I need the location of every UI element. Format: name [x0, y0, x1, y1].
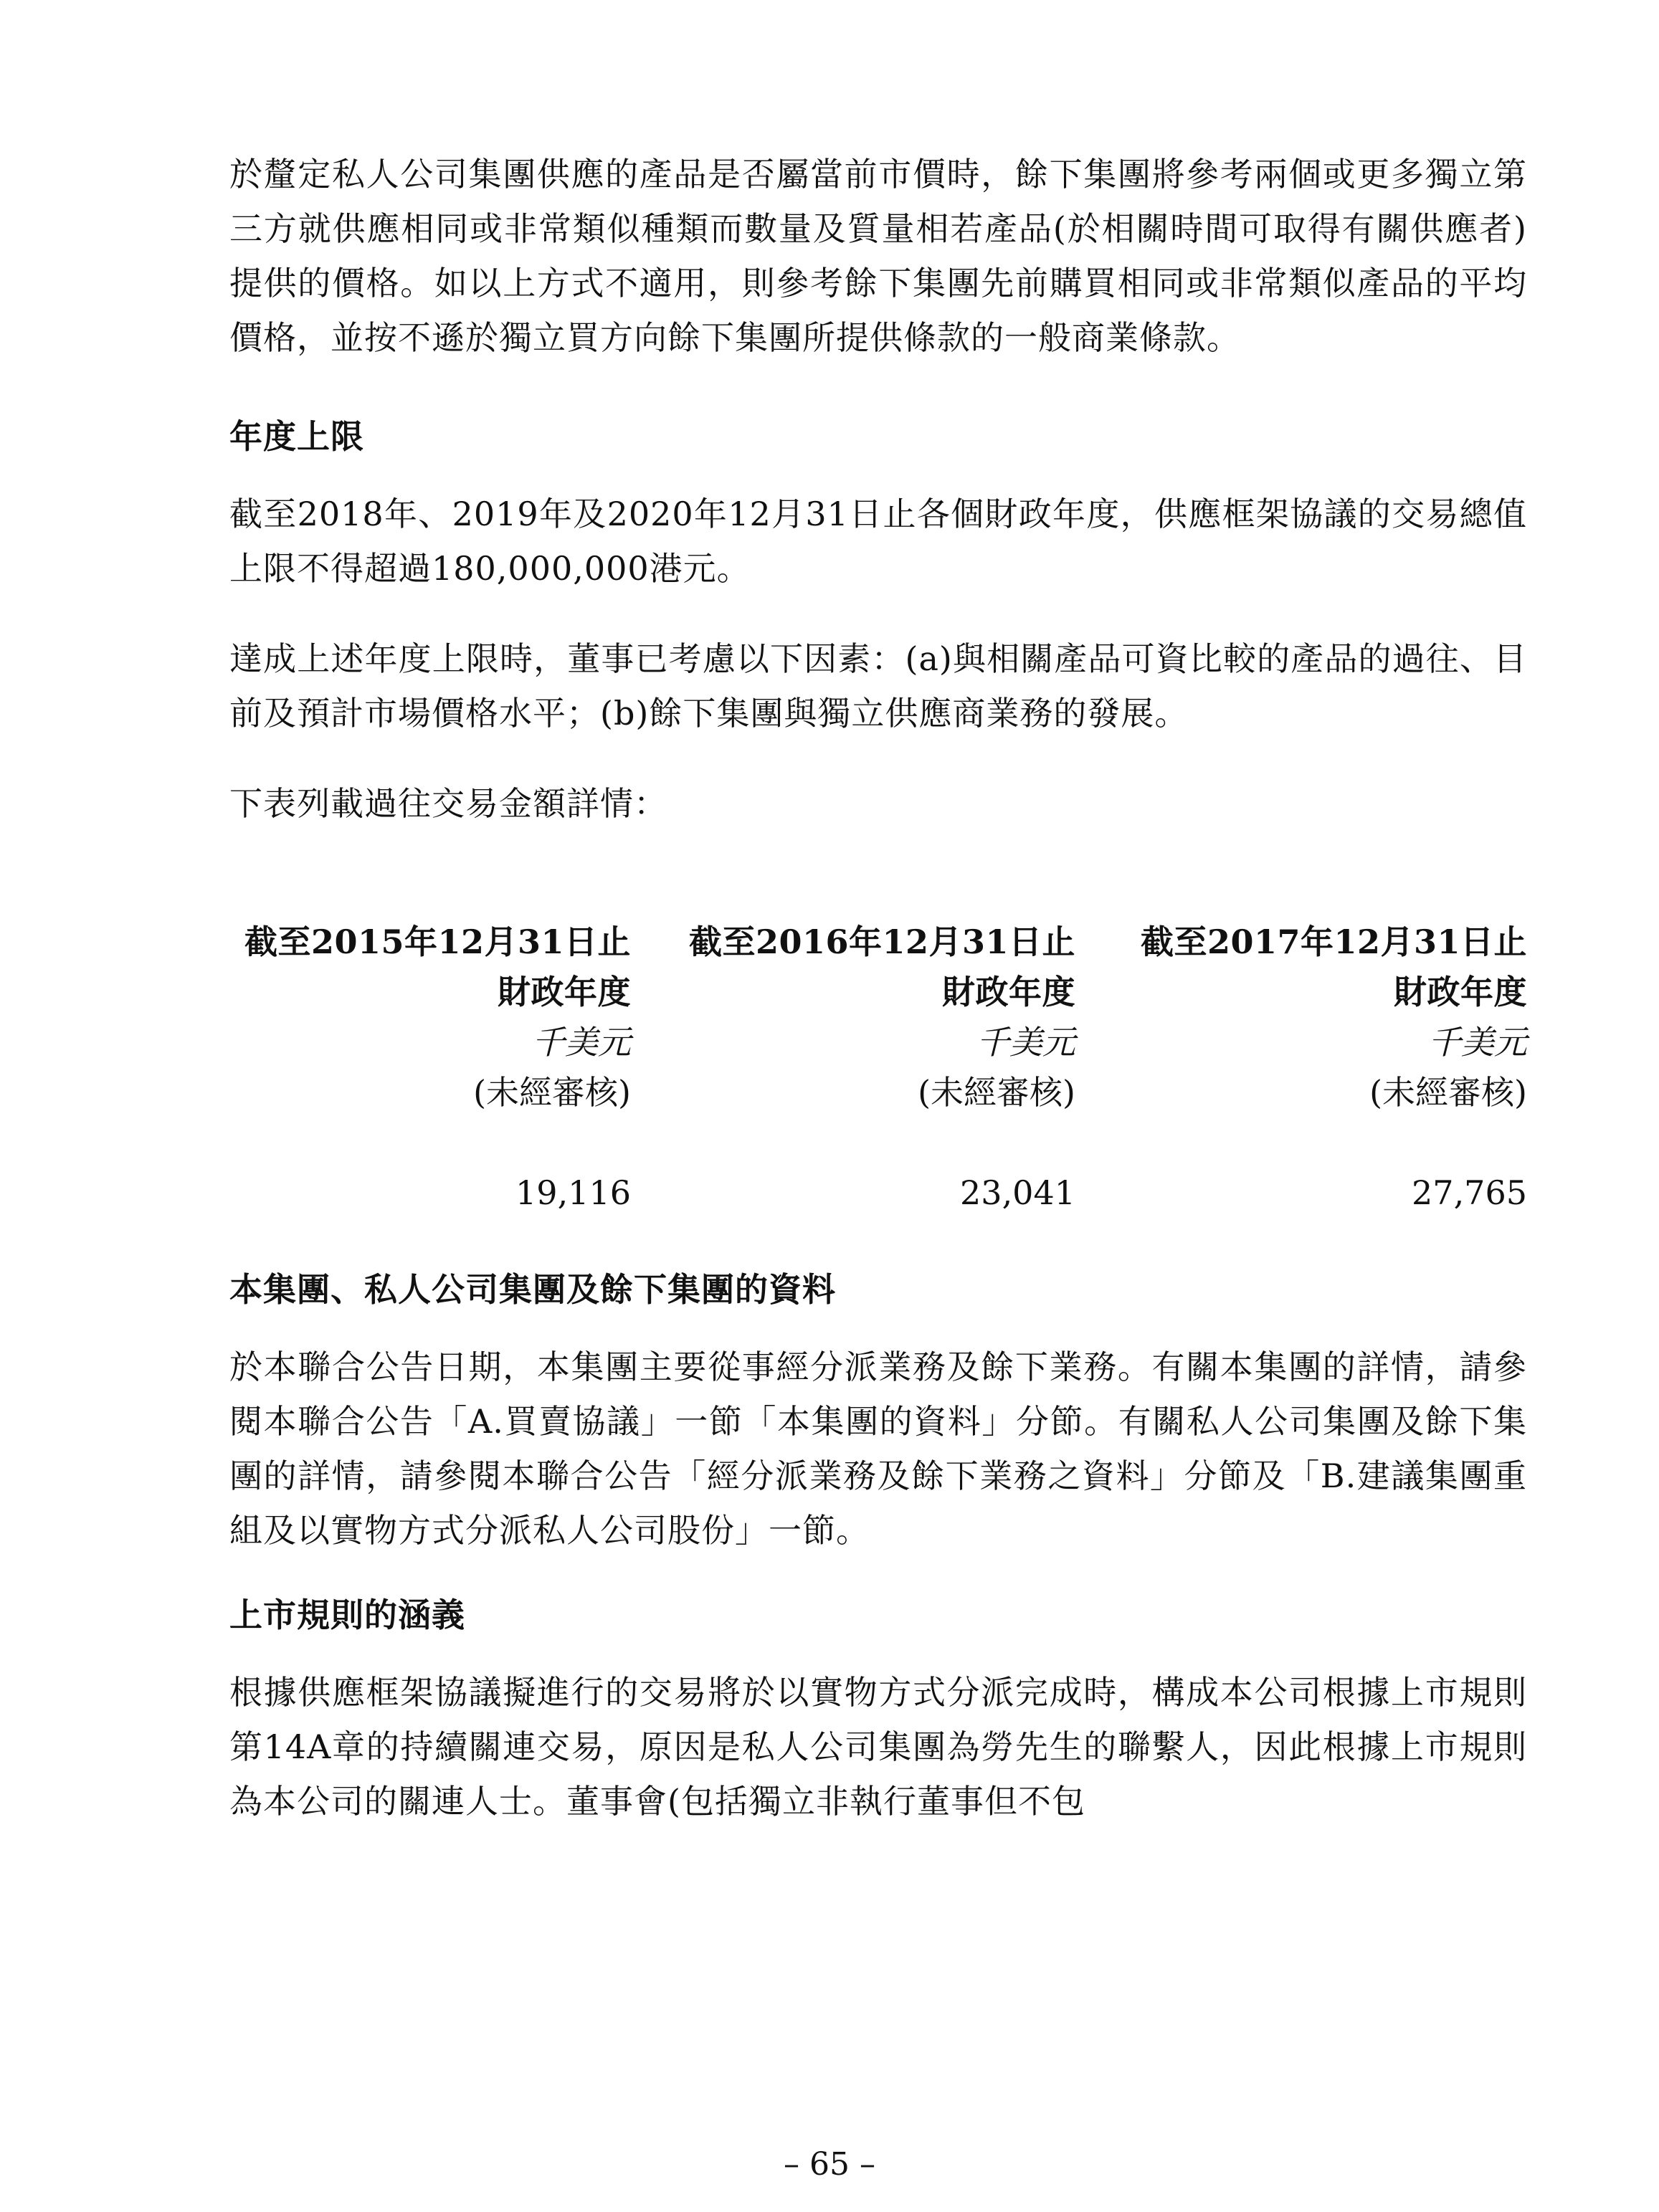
paragraph-listing-rules-implications: 根據供應框架協議擬進行的交易將於以實物方式分派完成時，構成本公司根據上市規則第14A章的持續關連交易，原因是私人公司集團為勞先生的聯繫人，因此根據上市規則為本公司的關連人士。董事會(包括獨立非執行董事但不包	[229, 1673, 1527, 1821]
column-amount: 23,041	[960, 1173, 1075, 1212]
column-amount: 19,116	[515, 1173, 631, 1212]
column-header-period: 截至2017年12月31日止	[1140, 923, 1527, 961]
paragraph-annual-cap: 截至2018年、2019年及2020年12月31日止各個財政年度，供應框架協議的交易總值上限不得超過180,000,000港元。	[229, 495, 1527, 588]
table-column-2016	[674, 917, 1075, 1218]
paragraph-table-intro: 下表列載過往交易金額詳情：	[229, 784, 667, 823]
column-header-fiscal-year: 財政年度	[942, 973, 1075, 1011]
heading-listing-rules-implications: 上市規則的涵義	[229, 1596, 465, 1634]
column-audit-status: (未經審核)	[473, 1073, 631, 1112]
paragraph-pricing-policy: 於釐定私人公司集團供應的產品是否屬當前市價時，餘下集團將參考兩個或更多獨立第三方就供應相同或非常類似種類而數量及質量相若產品(於相關時間可取得有關供應者)提供的價格。如以上方式不適用，則參考餘下集團先前購買相同或非常類似產品的平均價格，並按不遜於獨立買方向餘下集團所提供條款的一般商業條款。	[229, 155, 1527, 357]
column-audit-status: (未經審核)	[918, 1073, 1075, 1112]
column-header-fiscal-year: 財政年度	[498, 973, 631, 1011]
heading-group-information: 本集團、私人公司集團及餘下集團的資料	[229, 1270, 836, 1309]
page-number: – 65 –	[784, 2146, 875, 2183]
table-column-2015	[229, 917, 631, 1218]
column-unit: 千美元	[532, 1023, 631, 1062]
heading-annual-cap: 年度上限	[229, 417, 364, 456]
paragraph-group-information: 於本聯合公告日期，本集團主要從事經分派業務及餘下業務。有關本集團的詳情，請參閱本聯合公告「A.買賣協議」一節「本集團的資料」分節。有關私人公司集團及餘下集團的詳情，請參閱本聯合公告「經分派業務及餘下業務之資料」分節及「B.建議集團重組及以實物方式分派私人公司股份」一節。	[229, 1348, 1527, 1550]
paragraph-cap-factors: 達成上述年度上限時，董事已考慮以下因素：(a)與相關產品可資比較的產品的過往、目前及預計市場價格水平；(b)餘下集團與獨立供應商業務的發展。	[229, 639, 1527, 733]
column-header-period: 截至2015年12月31日止	[244, 923, 631, 961]
table-column-2017	[1126, 917, 1527, 1218]
column-audit-status: (未經審核)	[1369, 1073, 1527, 1112]
historical-amounts-table	[229, 917, 1527, 1232]
page-content	[229, 147, 1527, 1829]
column-unit: 千美元	[976, 1023, 1075, 1062]
column-amount: 27,765	[1412, 1173, 1527, 1212]
column-header-fiscal-year: 財政年度	[1394, 973, 1527, 1011]
column-unit: 千美元	[1428, 1023, 1527, 1062]
column-header-period: 截至2016年12月31日止	[688, 923, 1075, 961]
